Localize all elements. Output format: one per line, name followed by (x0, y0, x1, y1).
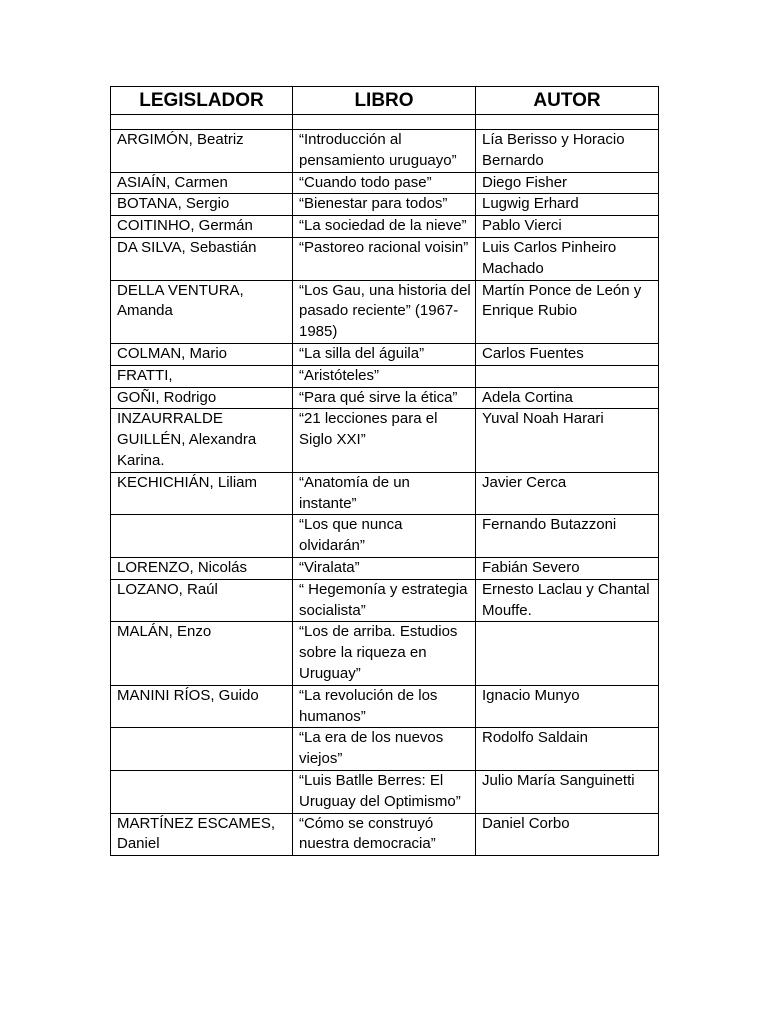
libro-cell: “Los de arriba. Estudios sobre la riqueza en Uruguay” (293, 622, 476, 685)
autor-cell: Martín Ponce de León y Enrique Rubio (476, 280, 659, 343)
table-row (111, 813, 659, 856)
legislador-cell: KECHICHIÁN, Liliam (111, 472, 293, 515)
autor-cell (476, 622, 659, 685)
legislador-cell (111, 728, 293, 771)
table-row (111, 409, 659, 472)
legislador-cell: INZAURRALDE GUILLÉN, Alexandra Karina. (111, 409, 293, 472)
libro-cell: “Bienestar para todos” (293, 194, 476, 216)
spacer-cell (111, 115, 293, 130)
table-row (111, 237, 659, 280)
libro-cell: “La revolución de los humanos” (293, 685, 476, 728)
legislators-books-table (110, 86, 659, 856)
legislador-cell: FRATTI, (111, 365, 293, 387)
autor-cell: Fabián Severo (476, 557, 659, 579)
spacer-cell (293, 115, 476, 130)
autor-cell: Lugwig Erhard (476, 194, 659, 216)
legislador-cell: ARGIMÓN, Beatriz (111, 130, 293, 173)
legislador-cell: GOÑI, Rodrigo (111, 387, 293, 409)
autor-cell: Luis Carlos Pinheiro Machado (476, 237, 659, 280)
libro-cell: “Aristóteles” (293, 365, 476, 387)
table-row (111, 194, 659, 216)
libro-cell: “Cómo se construyó nuestra democracia” (293, 813, 476, 856)
table-row (111, 579, 659, 622)
legislador-cell (111, 770, 293, 813)
legislador-cell (111, 515, 293, 558)
legislador-cell: MANINI RÍOS, Guido (111, 685, 293, 728)
autor-cell: Javier Cerca (476, 472, 659, 515)
autor-cell: Diego Fisher (476, 172, 659, 194)
autor-cell: Carlos Fuentes (476, 343, 659, 365)
libro-cell: “Viralata” (293, 557, 476, 579)
autor-cell (476, 365, 659, 387)
libro-cell: “Los que nunca olvidarán” (293, 515, 476, 558)
autor-cell: Fernando Butazzoni (476, 515, 659, 558)
libro-cell: “Anatomía de un instante” (293, 472, 476, 515)
table-row (111, 216, 659, 238)
table-row (111, 130, 659, 173)
header-legislador: LEGISLADOR (111, 87, 293, 115)
legislador-cell: COITINHO, Germán (111, 216, 293, 238)
document-page (110, 86, 658, 856)
table-row (111, 728, 659, 771)
table-row (111, 472, 659, 515)
table-row (111, 685, 659, 728)
legislador-cell: MALÁN, Enzo (111, 622, 293, 685)
autor-cell: Daniel Corbo (476, 813, 659, 856)
autor-cell: Yuval Noah Harari (476, 409, 659, 472)
legislador-cell: LOZANO, Raúl (111, 579, 293, 622)
libro-cell: “ Hegemonía y estrategia socialista” (293, 579, 476, 622)
table-row (111, 622, 659, 685)
libro-cell: “Introducción al pensamiento uruguayo” (293, 130, 476, 173)
libro-cell: “Luis Batlle Berres: El Uruguay del Optimismo” (293, 770, 476, 813)
libro-cell: “Pastoreo racional voisin” (293, 237, 476, 280)
libro-cell: “La era de los nuevos viejos” (293, 728, 476, 771)
autor-cell: Julio María Sanguinetti (476, 770, 659, 813)
header-autor: AUTOR (476, 87, 659, 115)
legislador-cell: ASIAÍN, Carmen (111, 172, 293, 194)
libro-cell: “Cuando todo pase” (293, 172, 476, 194)
header-libro: LIBRO (293, 87, 476, 115)
legislador-cell: DA SILVA, Sebastián (111, 237, 293, 280)
autor-cell: Ignacio Munyo (476, 685, 659, 728)
legislador-cell: MARTÍNEZ ESCAMES, Daniel (111, 813, 293, 856)
table-row (111, 557, 659, 579)
autor-cell: Adela Cortina (476, 387, 659, 409)
libro-cell: “La sociedad de la nieve” (293, 216, 476, 238)
spacer-cell (476, 115, 659, 130)
table-row (111, 515, 659, 558)
libro-cell: “Para qué sirve la ética” (293, 387, 476, 409)
libro-cell: “Los Gau, una historia del pasado reciente” (1967-1985) (293, 280, 476, 343)
legislador-cell: BOTANA, Sergio (111, 194, 293, 216)
legislador-cell: DELLA VENTURA, Amanda (111, 280, 293, 343)
table-row (111, 172, 659, 194)
table-row (111, 387, 659, 409)
legislador-cell: LORENZO, Nicolás (111, 557, 293, 579)
table-row (111, 770, 659, 813)
table-row (111, 280, 659, 343)
autor-cell: Lía Berisso y Horacio Bernardo (476, 130, 659, 173)
libro-cell: “21 lecciones para el Siglo XXI” (293, 409, 476, 472)
autor-cell: Pablo Vierci (476, 216, 659, 238)
autor-cell: Rodolfo Saldain (476, 728, 659, 771)
header-row (111, 87, 659, 115)
table-row (111, 343, 659, 365)
libro-cell: “La silla del águila” (293, 343, 476, 365)
table-row (111, 365, 659, 387)
autor-cell: Ernesto Laclau y Chantal Mouffe. (476, 579, 659, 622)
empty-spacer-row (111, 115, 659, 130)
legislador-cell: COLMAN, Mario (111, 343, 293, 365)
